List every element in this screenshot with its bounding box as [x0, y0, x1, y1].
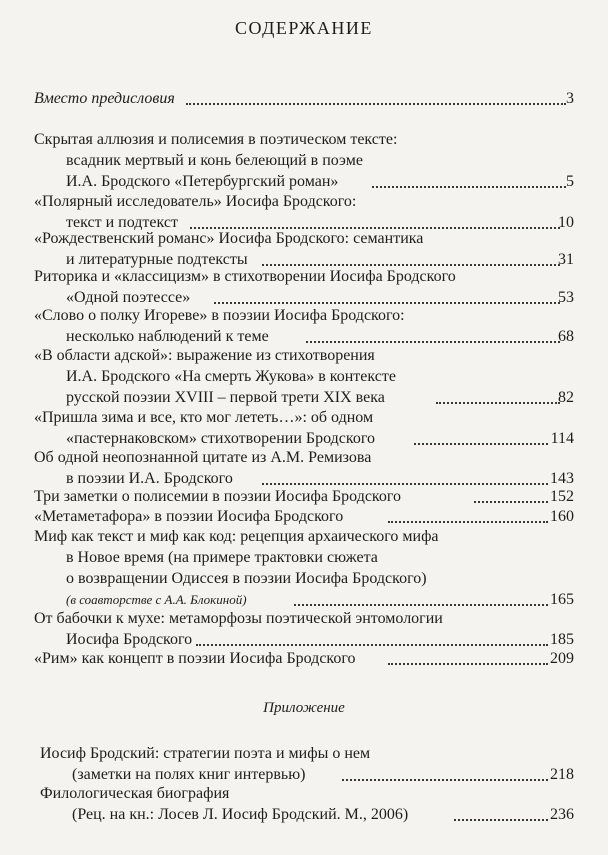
toc-line	[0, 608, 608, 630]
toc-line	[0, 407, 608, 429]
toc-entry-text: в поэзии И.А. Бродского	[66, 470, 233, 487]
dot-leader	[372, 186, 566, 188]
toc-page-number: 82	[558, 389, 574, 406]
page-title: СОДЕРЖАНИЕ	[235, 18, 373, 38]
toc-entry-text: «Метаметафора» в поэзии Иосифа Бродского	[34, 508, 344, 525]
toc-entry-text: «пастернаковском» стихотворении Бродского	[66, 430, 375, 447]
dot-leader	[414, 443, 548, 445]
toc-entry-text: «Пришла зима и все, кто мог лететь…»: об одном	[34, 409, 374, 426]
toc-line	[0, 526, 608, 548]
toc-page-number: 68	[558, 328, 574, 345]
toc-entry-text: Филологическая биография	[40, 785, 230, 802]
toc-line	[0, 743, 608, 765]
toc-line	[0, 447, 608, 469]
toc-line	[0, 191, 608, 213]
dot-leader	[306, 341, 560, 343]
toc-entry-text: «Рим» как концепт в поэзии Иосифа Бродского	[34, 650, 356, 667]
toc-entry-text: всадник мертвый и конь белеющий в поэме	[66, 152, 363, 169]
dot-leader	[342, 779, 548, 781]
toc-entry-text: о возвращении Одиссея в поэзии Иосифа Бродского)	[66, 570, 427, 587]
toc-entry-text: «Слово о полку Игореве» в поэзии Иосифа Бродского:	[34, 307, 405, 324]
toc-entry-text: «Одной поэтессе»	[66, 289, 191, 306]
toc-page-number: 114	[550, 430, 574, 447]
dot-leader	[388, 521, 548, 523]
toc-page-number: 160	[550, 508, 574, 525]
toc-entry-text: текст и подтекст	[66, 214, 178, 231]
toc-page-number: 152	[550, 488, 574, 505]
toc-entry-text: Иосиф Бродский: стратегии поэта и мифы о нем	[40, 745, 371, 762]
toc-entry-text: «Рождественский романс» Иосифа Бродского: семантика	[34, 230, 424, 247]
toc-entry-text: «В области адской»: выражение из стихотворения	[34, 347, 375, 364]
toc-entry	[0, 88, 608, 110]
toc-line	[0, 150, 608, 172]
toc-line	[0, 171, 608, 193]
toc-entry-text: (Рец. на кн.: Лосев Л. Иосиф Бродский. М., 2006)	[72, 806, 409, 823]
toc-entry-text: Три заметки о полисемии в поэзии Иосифа Бродского	[34, 488, 402, 505]
toc-entry-coauthor-note: (в соавторстве с А.А. Блокиной)	[66, 592, 247, 607]
toc-page-number: 218	[550, 766, 574, 783]
toc-line	[0, 568, 608, 590]
toc-page-number: 185	[550, 631, 574, 648]
toc-page-number: 236	[550, 806, 574, 823]
toc-entry-text: (заметки на полях книг интервью)	[72, 766, 306, 783]
toc-entry-text: «Полярный исследователь» Иосифа Бродского:	[34, 193, 357, 210]
toc-line	[0, 804, 608, 826]
toc-page-number: 209	[550, 650, 574, 667]
toc-entry-text: в Новое время (на примере трактовки сюжета	[66, 549, 378, 566]
dot-leader	[474, 501, 548, 503]
toc-page-number: 3	[566, 90, 574, 107]
toc-entry-text: и литературные подтексты	[66, 251, 248, 268]
dot-leader	[196, 644, 548, 646]
toc-entry-text: русской поэзии XVIII – первой трети XIX века	[66, 389, 385, 406]
toc-line	[0, 547, 608, 569]
toc-entry-text: И.А. Бродского «На смерть Жукова» в контексте	[66, 368, 396, 385]
toc-entry-text: Риторика и «классицизм» в стихотворении Иосифа Бродского	[34, 268, 456, 285]
toc-page-number: 165	[550, 591, 574, 608]
dot-leader	[388, 663, 548, 665]
toc-entry-text: несколько наблюдений к теме	[66, 328, 269, 345]
toc-page-number: 5	[566, 173, 574, 190]
dot-leader	[262, 483, 548, 485]
toc-line	[0, 648, 608, 670]
toc-page-number: 53	[558, 289, 574, 306]
toc-entry-text: Вместо предисловия	[34, 90, 175, 107]
toc-line	[0, 129, 608, 151]
toc-line	[0, 506, 608, 528]
toc-line	[0, 266, 608, 288]
toc-entry-text: Об одной неопознанной цитате из А.М. Ремизова	[34, 449, 372, 466]
toc-page-number: 143	[550, 470, 574, 487]
toc-entry-text: Скрытая аллюзия и полисемия в поэтическом тексте:	[34, 131, 398, 148]
toc-entry-text: От бабочки к мухе: метаморфозы поэтической энтомологии	[34, 610, 443, 627]
dot-leader	[214, 302, 560, 304]
toc-line	[0, 345, 608, 367]
toc-line	[0, 366, 608, 388]
toc-line	[0, 228, 608, 250]
toc-line	[0, 387, 608, 409]
dot-leader	[454, 819, 548, 821]
toc-entry-text: Иосифа Бродского	[66, 631, 193, 648]
toc-line	[0, 305, 608, 327]
toc-line	[0, 486, 608, 508]
toc-page-number: 10	[558, 214, 574, 231]
dot-leader	[186, 103, 566, 105]
appendix-heading: Приложение	[263, 700, 345, 716]
toc-entry-text: Миф как текст и миф как код: рецепция архаического мифа	[34, 528, 439, 545]
toc-entry-text: И.А. Бродского «Петербургский роман»	[66, 173, 339, 190]
toc-page-number: 31	[558, 251, 574, 268]
dot-leader	[294, 604, 548, 606]
toc-line	[0, 783, 608, 805]
